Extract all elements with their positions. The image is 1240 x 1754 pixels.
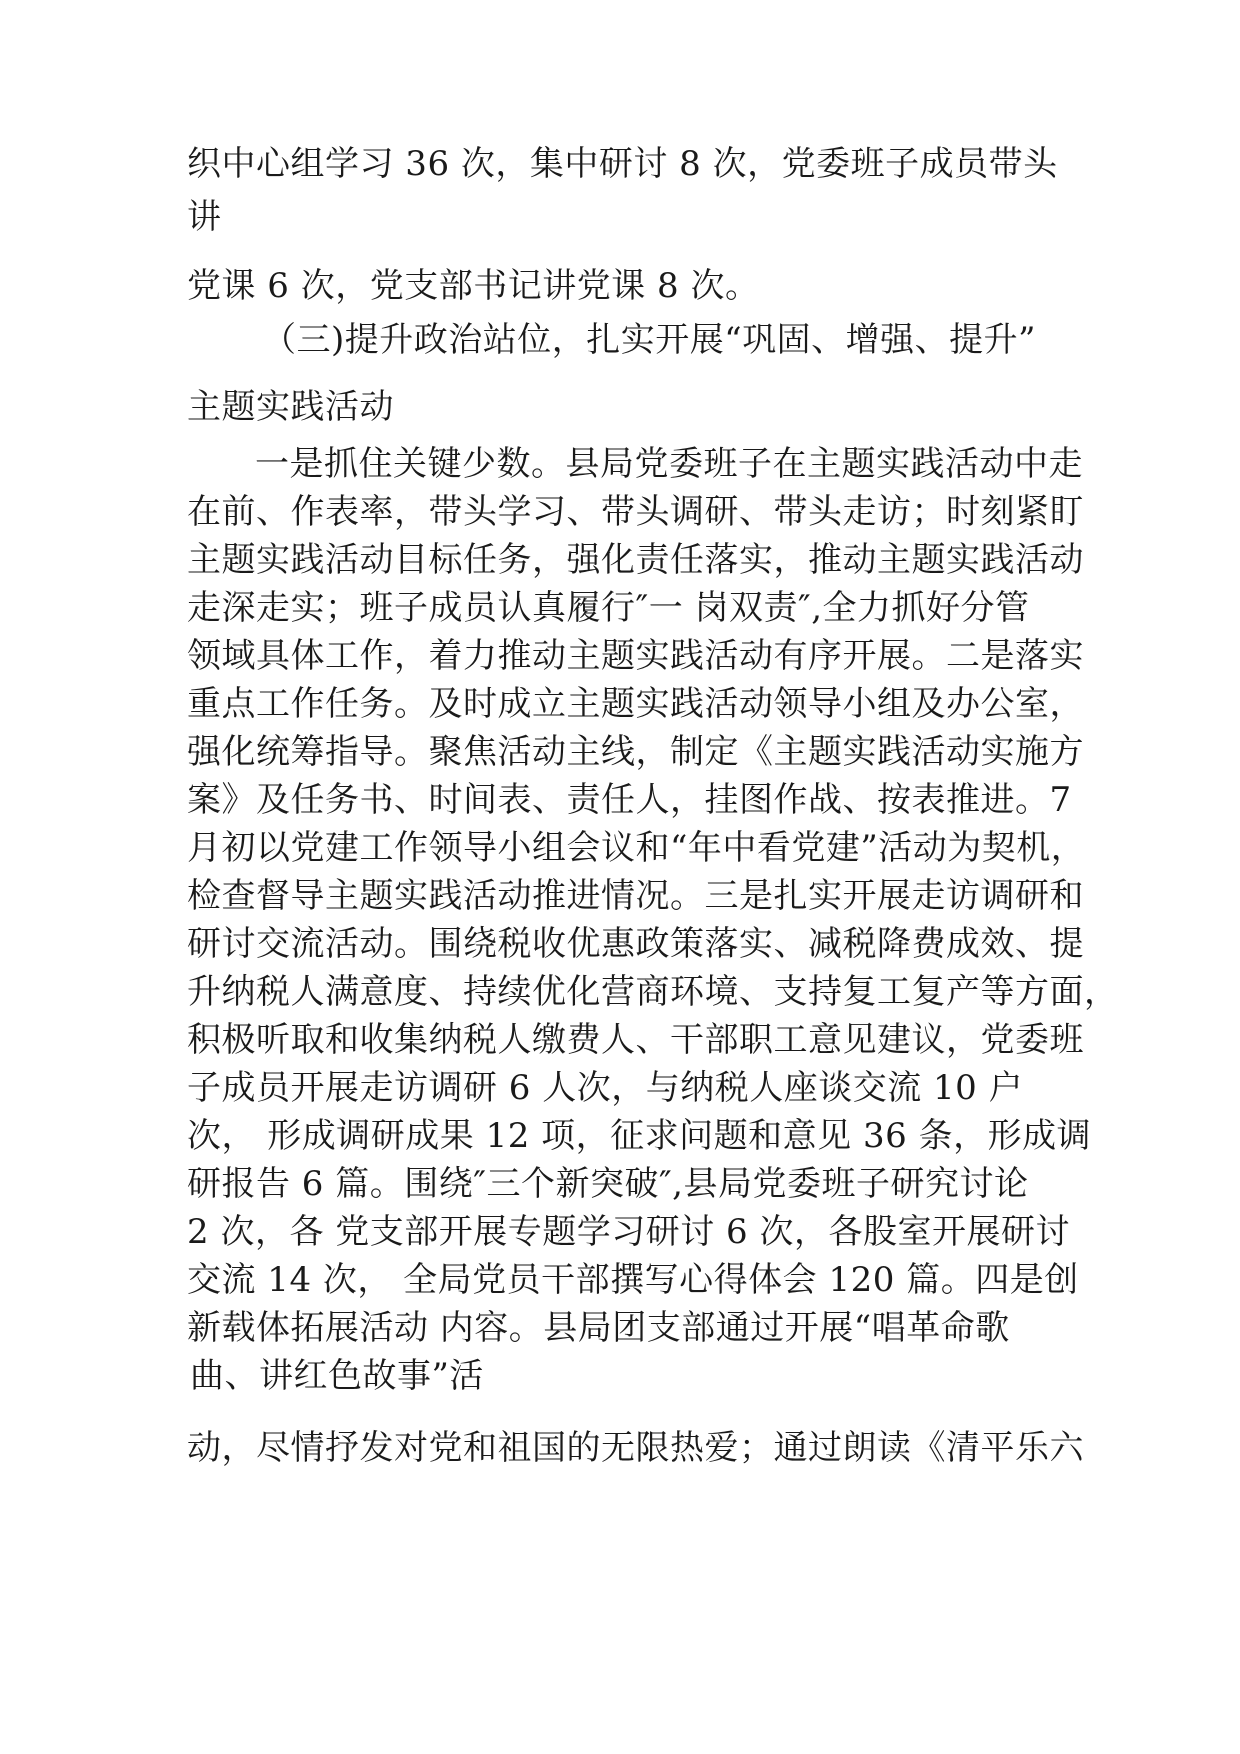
text-line: 动，尽情抒发对党和祖国的无限热爱；通过朗读《清平乐六 — [187, 1428, 1084, 1468]
section-heading-continuation: 主题实践活动 — [187, 387, 394, 427]
text-line: 讲 — [187, 197, 222, 237]
text-line: 研讨交流活动。围绕税收优惠政策落实、减税降费成效、提 — [187, 924, 1084, 964]
text-line: 党课 6 次，党支部书记讲党课 8 次。 — [187, 266, 760, 306]
text-line: 曲、讲红色故事”活 — [190, 1356, 484, 1396]
text-line: 次， 形成调研成果 12 项，征求问题和意见 36 条，形成调 — [187, 1116, 1092, 1156]
text-line: 重点工作任务。及时成立主题实践活动领导小组及办公室， — [187, 684, 1084, 724]
text-line: 积极听取和收集纳税人缴费人、干部职工意见建议，党委班 — [187, 1020, 1084, 1060]
text-line: 强化统筹指导。聚焦活动主线，制定《主题实践活动实施方 — [187, 732, 1084, 772]
text-line: 交流 14 次， 全局党员干部撰写心得体会 120 篇。四是创 — [187, 1260, 1079, 1300]
text-line: 检查督导主题实践活动推进情况。三是扎实开展走访调研和 — [187, 876, 1084, 916]
text-line: 走深走实；班子成员认真履行″一 岗双责″,全力抓好分管 — [187, 588, 1030, 628]
text-line: 升纳税人满意度、持续优化营商环境、支持复工复产等方面， — [187, 972, 1119, 1012]
text-line: 2 次，各 党支部开展专题学习研讨 6 次，各股室开展研讨 — [187, 1212, 1070, 1252]
text-line: 新载体拓展活动 内容。县局团支部通过开展“唱革命歌 — [187, 1308, 1010, 1348]
paragraph-first-line: 一是抓住关键少数。县局党委班子在主题实践活动中走 — [255, 444, 1083, 484]
text-line: 研报告 6 篇。围绕″三个新突破″,县局党委班子研究讨论 — [187, 1164, 1029, 1204]
section-heading: （三)提升政治站位，扎实开展“巩固、增强、提升” — [262, 320, 1037, 360]
text-line: 月初以党建工作领导小组会议和“年中看党建”活动为契机， — [187, 828, 1086, 868]
text-line: 织中心组学习 36 次，集中研讨 8 次，党委班子成员带头 — [187, 144, 1058, 184]
text-line: 在前、作表率，带头学习、带头调研、带头走访；时刻紧盯 — [187, 492, 1084, 532]
text-line: 案》及任务书、时间表、责任人，挂图作战、按表推进。7 — [187, 780, 1072, 820]
text-line: 主题实践活动目标任务，强化责任落实，推动主题实践活动 — [187, 540, 1084, 580]
text-line: 领域具体工作，着力推动主题实践活动有序开展。二是落实 — [187, 636, 1084, 676]
text-line: 子成员开展走访调研 6 人次，与纳税人座谈交流 10 户 — [187, 1068, 1024, 1108]
